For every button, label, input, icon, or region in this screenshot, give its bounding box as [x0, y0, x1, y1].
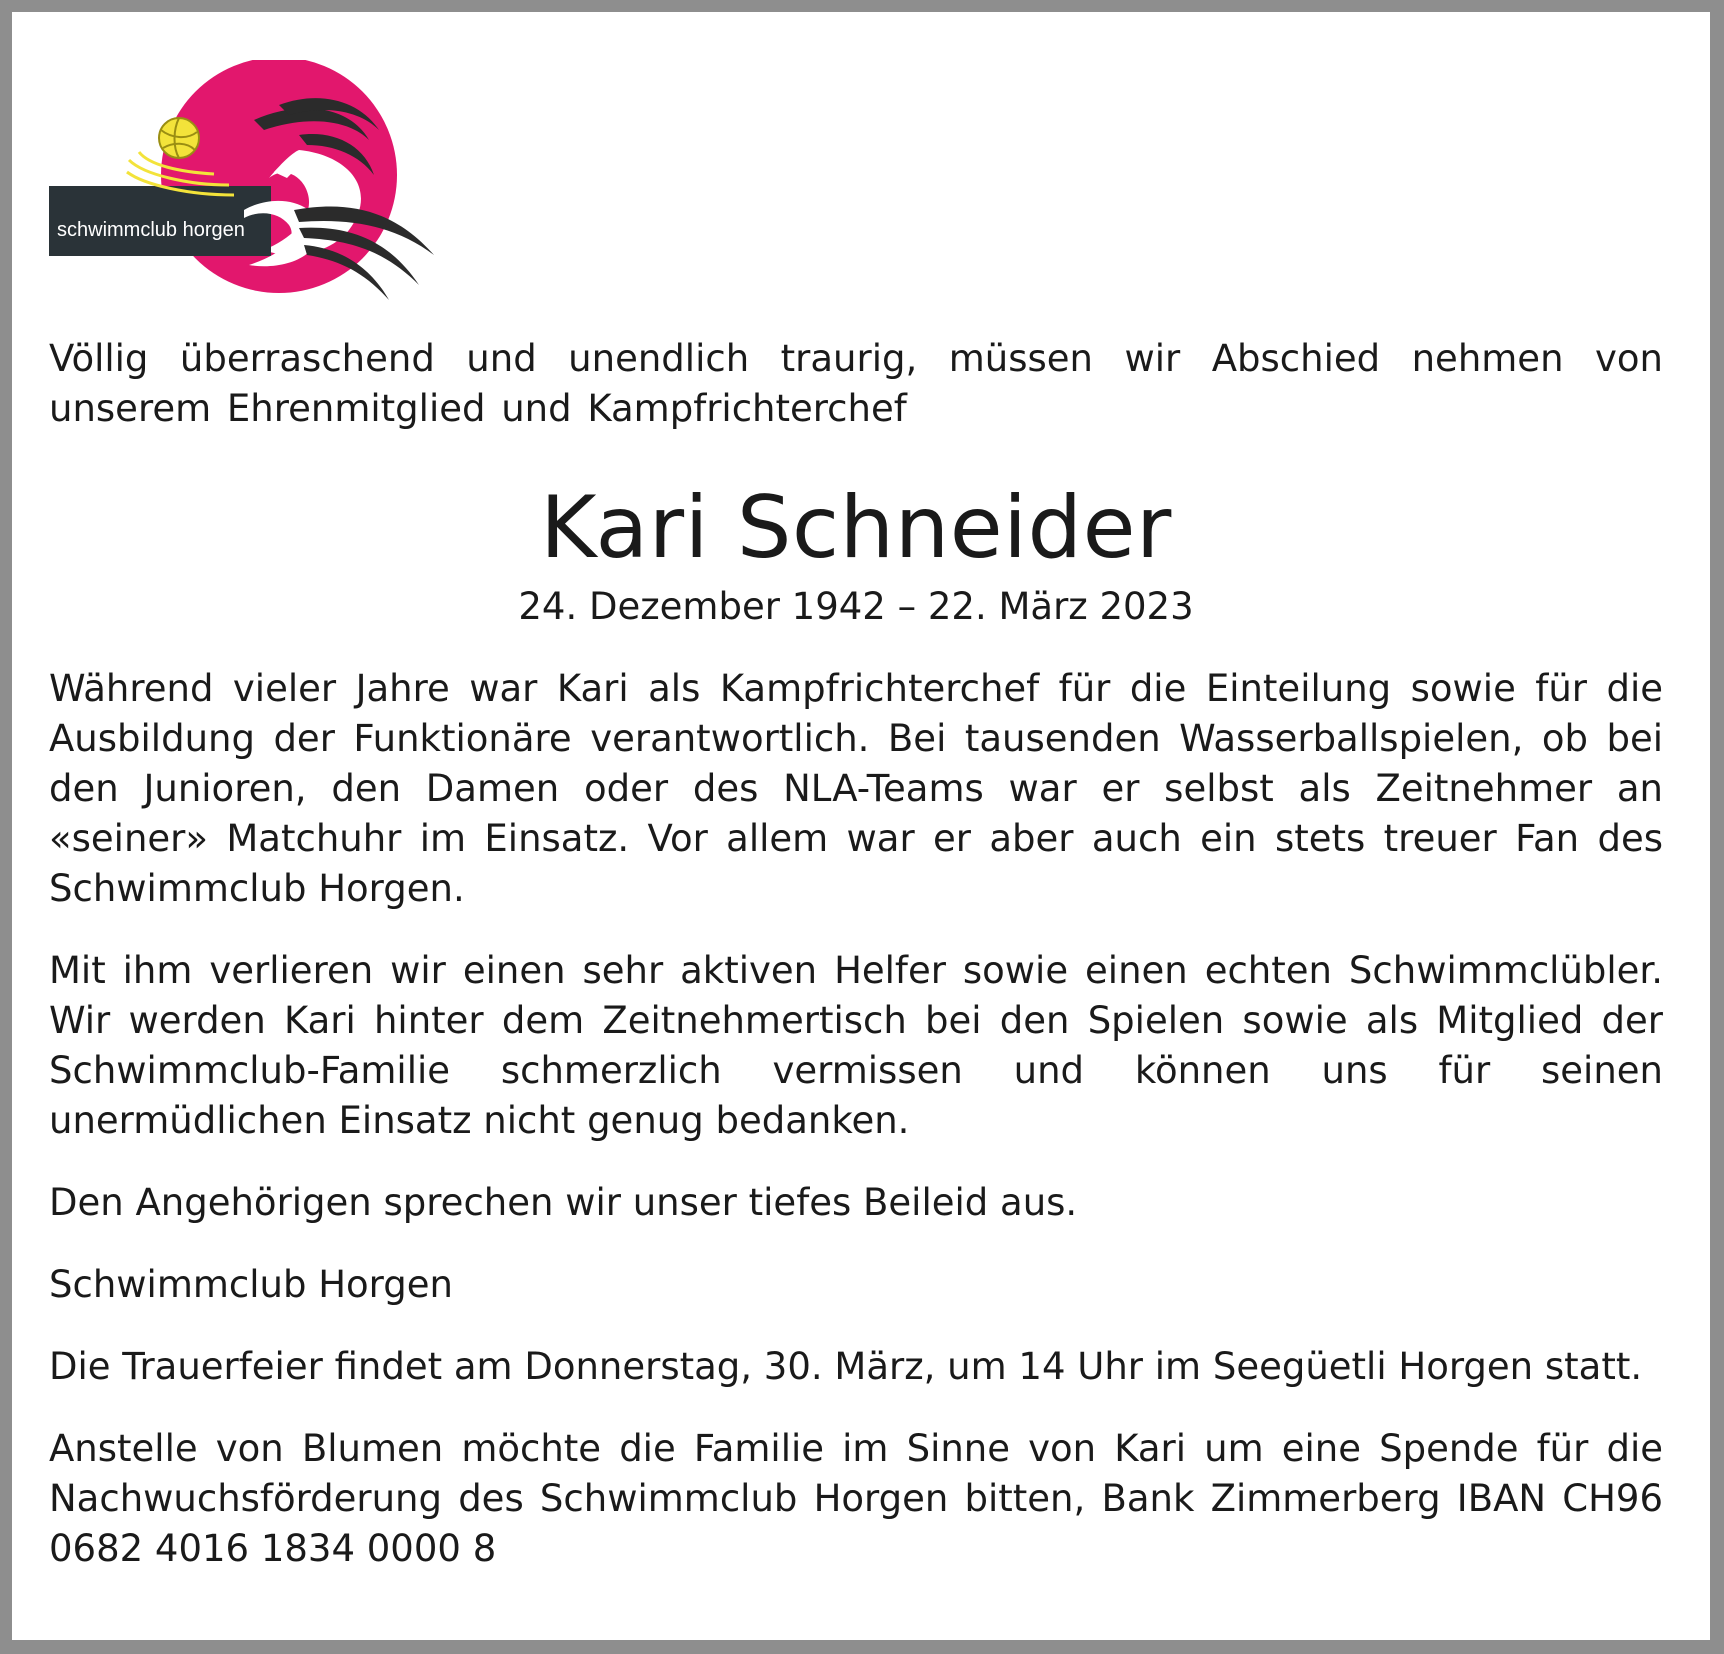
- notice-content: [49, 334, 1663, 1574]
- intro-text: Völlig überraschend und unendlich traurig, müssen wir Abschied nehmen von unserem Ehrenmitglied und Kampfrichterchef: [49, 337, 1663, 430]
- obituary-notice: [12, 12, 1710, 1640]
- paragraph-career: Während vieler Jahre war Kari als Kampfrichterchef für die Einteilung sowie für die Ausbildung der Funktionäre verantwortlich. Bei tausenden Wasserballspielen, ob bei den Junioren, den Damen oder des NLA-Teams war er selbst als Zeitnehmer an «seiner» Matchuhr im Einsatz. Vor allem war er aber auch ein stets treuer Fan des Schwimmclub Horgen.: [49, 667, 1663, 910]
- signature: Schwimmclub Horgen: [49, 1263, 453, 1306]
- schwimmclub-horgen-logo: [49, 60, 449, 300]
- deceased-name: Kari Schneider: [540, 478, 1172, 578]
- paragraph-tribute: Mit ihm verlieren wir einen sehr aktiven Helfer sowie einen echten Schwimmclübler. Wir werden Kari hinter dem Zeitnehmertisch bei den Spielen sowie als Mitglied der Schwimmclub-Familie schmerzlich vermissen und können uns für seinen unermüdlichen Einsatz nicht genug bedanken.: [49, 949, 1663, 1142]
- paragraph-funeral: Die Trauerfeier findet am Donnerstag, 30. März, um 14 Uhr im Seegüetli Horgen statt.: [49, 1345, 1643, 1388]
- paragraph-condolence: Den Angehörigen sprechen wir unser tiefes Beileid aus.: [49, 1181, 1078, 1224]
- life-dates: 24. Dezember 1942 – 22. März 2023: [518, 585, 1194, 628]
- paragraph-donation: Anstelle von Blumen möchte die Familie im Sinne von Kari um eine Spende für die Nachwuchsförderung des Schwimmclub Horgen bitten, Bank Zimmerberg IBAN CH96 0682 4016 1834 0000 8: [49, 1427, 1663, 1570]
- logo-text: schwimmclub horgen: [57, 219, 245, 241]
